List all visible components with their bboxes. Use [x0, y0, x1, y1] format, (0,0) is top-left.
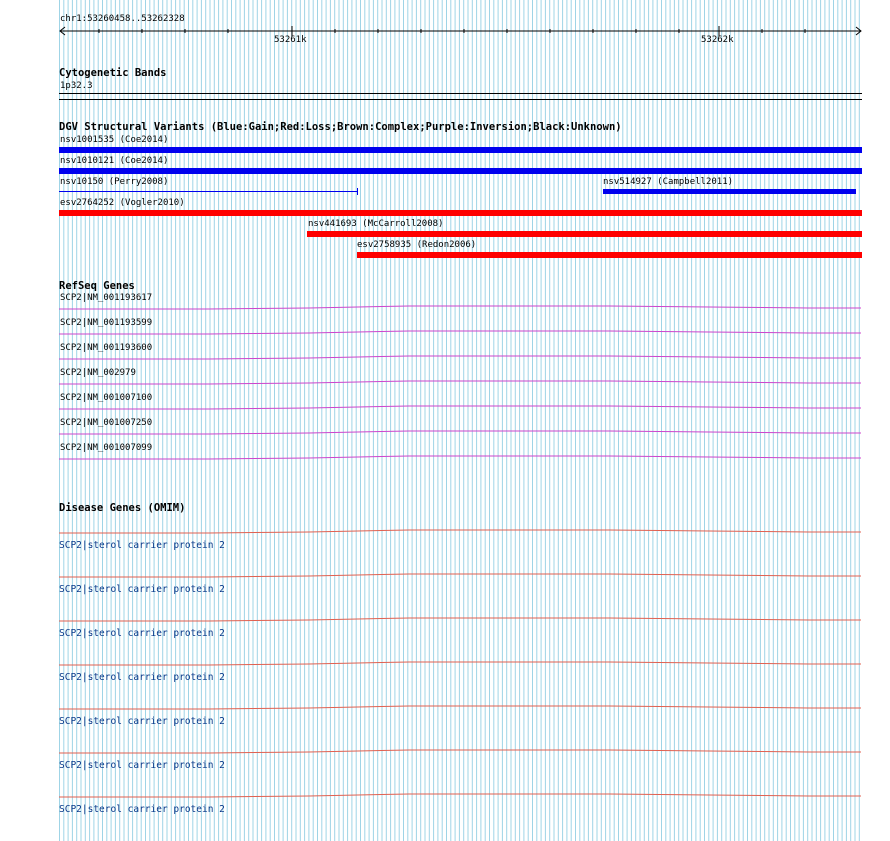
gene-model[interactable] [59, 789, 863, 799]
gene-model[interactable] [59, 525, 863, 535]
gene-line [59, 574, 861, 577]
gene-model[interactable] [59, 613, 863, 623]
gene-model[interactable] [59, 657, 863, 667]
gene-line [59, 706, 861, 709]
refseq-gene-label[interactable]: SCP2|NM_001007100 [60, 393, 153, 403]
gene-line [59, 306, 861, 309]
variant-bar-gain[interactable] [59, 168, 862, 174]
gene-line [59, 381, 861, 384]
omim-gene-label[interactable]: SCP2|sterol carrier protein 2 [59, 672, 225, 683]
gene-model[interactable] [59, 569, 863, 579]
gene-model[interactable] [59, 745, 863, 755]
omim-gene-label[interactable]: SCP2|sterol carrier protein 2 [59, 804, 225, 815]
refseq-gene-label[interactable]: SCP2|NM_001007250 [60, 418, 153, 428]
gene-line [59, 618, 861, 621]
gene-line [59, 406, 861, 409]
variant-label: esv2758935 (Redon2006) [357, 240, 477, 250]
gene-model[interactable] [59, 701, 863, 711]
gene-line [59, 331, 861, 334]
ruler-tick-label: 53261k [274, 35, 307, 45]
gene-line [59, 356, 861, 359]
gene-line [59, 750, 861, 753]
omim-gene-label[interactable]: SCP2|sterol carrier protein 2 [59, 760, 225, 771]
gene-model[interactable] [59, 326, 863, 336]
omim-gene-label[interactable]: SCP2|sterol carrier protein 2 [59, 628, 225, 639]
variant-bar-loss[interactable] [357, 252, 862, 258]
gene-line [59, 662, 861, 665]
variant-label: nsv10150 (Perry2008) [60, 177, 169, 187]
variant-label: nsv514927 (Campbell2011) [603, 177, 734, 187]
ruler-axis [59, 26, 863, 38]
gene-line [59, 530, 861, 533]
variant-bar-loss[interactable] [59, 210, 862, 216]
cytoband-line [59, 93, 862, 94]
omim-gene-label[interactable]: SCP2|sterol carrier protein 2 [59, 716, 225, 727]
variant-line-gain[interactable] [59, 191, 358, 192]
cytoband-label: 1p32.3 [60, 81, 93, 91]
cytoband-line [59, 99, 862, 100]
gene-model[interactable] [59, 426, 863, 436]
gene-model[interactable] [59, 401, 863, 411]
refseq-title: RefSeq Genes [59, 280, 135, 292]
ruler-tick-label: 53262k [701, 35, 734, 45]
gene-line [59, 431, 861, 434]
dgv-title: DGV Structural Variants (Blue:Gain;Red:Loss;Brown:Complex;Purple:Inversion;Black:Unknown) [59, 121, 622, 133]
refseq-gene-label[interactable]: SCP2|NM_001193599 [60, 318, 153, 328]
gene-line [59, 794, 861, 797]
refseq-gene-label[interactable]: SCP2|NM_001007099 [60, 443, 153, 453]
variant-label: nsv1001535 (Coe2014) [60, 135, 169, 145]
variant-bar-loss[interactable] [307, 231, 862, 237]
variant-bar-gain[interactable] [603, 189, 856, 194]
omim-gene-label[interactable]: SCP2|sterol carrier protein 2 [59, 584, 225, 595]
gene-model[interactable] [59, 301, 863, 311]
refseq-gene-label[interactable]: SCP2|NM_002979 [60, 368, 136, 378]
range-label: chr1:53260458..53262328 [60, 14, 185, 24]
cytoband-title: Cytogenetic Bands [59, 67, 167, 79]
refseq-gene-label[interactable]: SCP2|NM_001193617 [60, 293, 153, 303]
refseq-gene-label[interactable]: SCP2|NM_001193600 [60, 343, 153, 353]
gene-model[interactable] [59, 451, 863, 461]
omim-gene-label[interactable]: SCP2|sterol carrier protein 2 [59, 540, 225, 551]
variant-label: esv2764252 (Vogler2010) [60, 198, 185, 208]
gene-model[interactable] [59, 376, 863, 386]
variant-line-end [357, 188, 358, 195]
variant-bar-gain[interactable] [59, 147, 862, 153]
variant-label: nsv441693 (McCarroll2008) [308, 219, 444, 229]
gene-model[interactable] [59, 351, 863, 361]
omim-title: Disease Genes (OMIM) [59, 502, 186, 514]
gene-line [59, 456, 861, 459]
variant-label: nsv1010121 (Coe2014) [60, 156, 169, 166]
